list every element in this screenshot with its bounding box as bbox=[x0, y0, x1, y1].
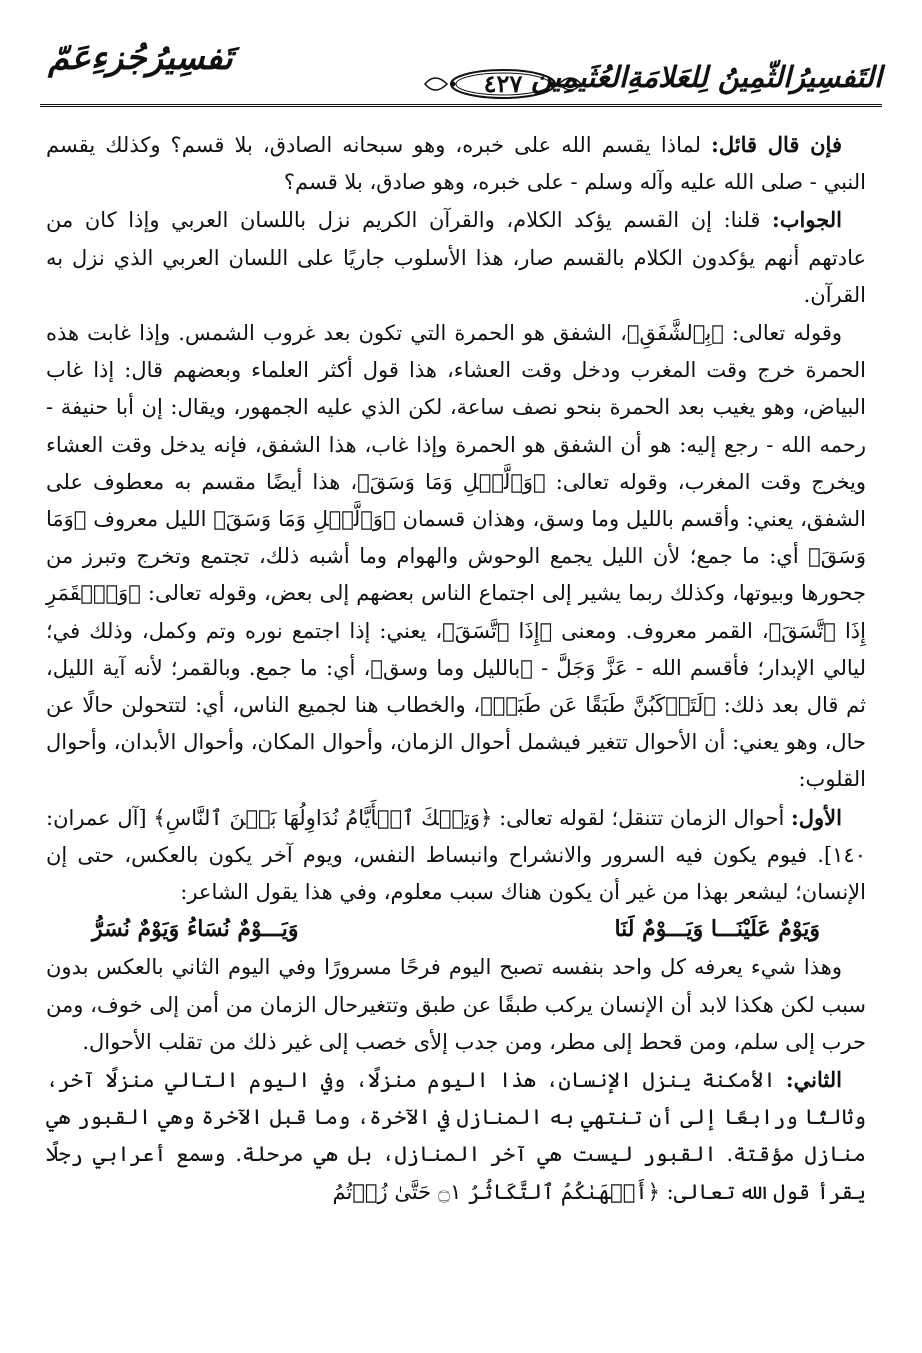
paragraph-question bbox=[46, 126, 866, 201]
paragraph-answer bbox=[46, 201, 866, 314]
page-body bbox=[46, 126, 866, 1211]
header-divider bbox=[40, 104, 882, 107]
paragraph-lead: الثاني: bbox=[785, 1067, 842, 1093]
paragraph-text: قلنا: إن القسم يؤكد الكلام، والقرآن الكريم نزل باللسان العربي وإذا كان من عادتهم أنهم يؤكدون الكلام بالقسم صار، هذا الأسلوب جاريًا على اللسان العربي الذي نزل به القرآن. bbox=[46, 208, 866, 307]
paragraph-lead: فإن قال قائل: bbox=[711, 132, 842, 157]
poem-verse bbox=[46, 911, 866, 948]
poem-hemistich-first: وَيَوْمٌ عَلَيْنَـــا وَيَـــوْمٌ لَنَا bbox=[614, 916, 820, 943]
book-title: التَفسِيرُالثّمِينُ لِلعَلامَةِالعُثَيمِين bbox=[530, 60, 882, 94]
page-header bbox=[40, 38, 882, 108]
paragraph-lead: الأول: bbox=[791, 804, 842, 830]
poem-hemistich-second: وَيَـــوْمٌ نُسَاءُ وَيَوْمٌ نُسَرُّ bbox=[92, 916, 299, 943]
paragraph-first-state bbox=[46, 799, 866, 912]
paragraph-text: لماذا يقسم الله على خبره، وهو سبحانه الصادق، بلا قسم؟ وكذلك يقسم النبي - صلى الله عليه وآله وسلم - على خبره، وهو صادق، بلا قسم؟ bbox=[46, 133, 866, 195]
paragraph-explanation bbox=[46, 948, 866, 1061]
paragraph-second-state bbox=[46, 1061, 866, 1211]
paragraph-text: الأمكنة ينزل الإنسان، هذا اليوم منزلًا، وفي اليوم التالي منزلًا آخر، وثالثًا ورابعًا إلى أن تنتهي به المنازل في الآخرة، وما قبل الآخرة وهي القبور هي منازل مؤقتة. القبور ليست هي آخر المنازل، بل هي مرحلة. وسمع أعرابي رجلًا يقرأ قول الله تعالى: ﴿أَلۡهَىٰكُمُ ٱلتَّكَاثُرُ ۝١ حَتَّىٰ زُرۡتُمُ bbox=[46, 1068, 866, 1204]
paragraph-text: وهذا شيء يعرفه كل واحد بنفسه تصبح اليوم فرحًا مسرورًا وفي اليوم الثاني بالعكس بدون سبب لكن هكذا لابد أن الإنسان يركب طبقًا عن طبق وتتغيرحال الزمان من أمن إلى خوف، ومن حرب إلى سلم، ومن قحط إلى مطر، ومن جدب إلأى خصب إلى غير ذلك من تقلب الأحوال. bbox=[46, 955, 866, 1054]
paragraph-text: وقوله تعالى: ﴿بِٱلشَّفَقِ﴾، الشفق هو الحمرة التي تكون بعد غروب الشمس. وإذا غابت هذه الحمرة خرج وقت المغرب ودخل وقت العشاء، هذا قول أكثر العلماء وبعضهم قال: إذا غاب البياض، وهو يغيب بعد الحمرة بنحو نصف ساعة، لكن الذي عليه الجمهور، ويقال: إن أبا حنيفة - رحمه الله - رجع إليه: هو أن الشفق هو الحمرة وإذا غاب، هذا الشفق، فإنه يدخل وقت العشاء ويخرج وقت المغرب، وقوله تعالى: ﴿وَٱلَّيۡلِ وَمَا وَسَقَ﴾، هذا أيضًا مقسم به معطوف على الشفق، يعني: وأقسم بالليل وما وسق، وهذان قسمان ﴿وَٱلَّيۡلِ وَمَا وَسَقَ﴾ الليل معروف ﴿وَمَا وَسَقَ﴾ أي: ما جمع؛ لأن الليل يجمع الوحوش والهوام وما أشبه ذلك، تجتمع وتخرج وتبرز من جحورها وبيوتها، وكذلك ربما يشير إلى اجتماع الناس بعضهم إلى بعض، وقوله تعالى: ﴿وَٱلۡقَمَرِ إِذَا ٱتَّسَقَ﴾، القمر معروف. ومعنى ﴿إِذَا ٱتَّسَقَ﴾، يعني: إذا اجتمع نوره وتم وكمل، وذلك في؛ ليالي الإبدار؛ فأقسم الله - عَزَّ وَجَلَّ - ﴿بالليل وما وسق﴾، أي: ما جمع. وبالقمر؛ لأنه آية الليل، ثم قال بعد ذلك: ﴿لَتَرۡكَبُنَّ طَبَقًا عَن طَبَقٖ﴾، والخطاب هنا لجميع الناس، أي: لتتحولن حالًا عن حال، وهو يعني: أن الأحوال تتغير فيشمل أحوال الزمان، وأحوال المكان، وأحوال الأبدان، وأحوال القلوب: bbox=[46, 321, 866, 792]
paragraph-text: أحوال الزمان تتنقل؛ لقوله تعالى: ﴿وَتِلۡكَ ٱلۡأَيَّامُ نُدَاوِلُهَا بَيۡنَ ٱلنَّاسِ﴾ [آل عمران: ١٤٠]. فيوم يكون فيه السرور والانشراح وانبساط النفس، ويوم آخر يكون بالعكس، حتى إن الإنسان؛ ليشعر بهذا من غير أن يكون هناك سبب معلوم، وفي هذا يقول الشاعر: bbox=[46, 805, 866, 905]
paragraph-shafaq bbox=[46, 314, 866, 799]
paragraph-lead: الجواب: bbox=[772, 207, 842, 233]
juz-title: تَفسِيرُجُزءِعَمّ bbox=[48, 38, 233, 78]
page-number: ٤٢٧ bbox=[483, 69, 523, 98]
